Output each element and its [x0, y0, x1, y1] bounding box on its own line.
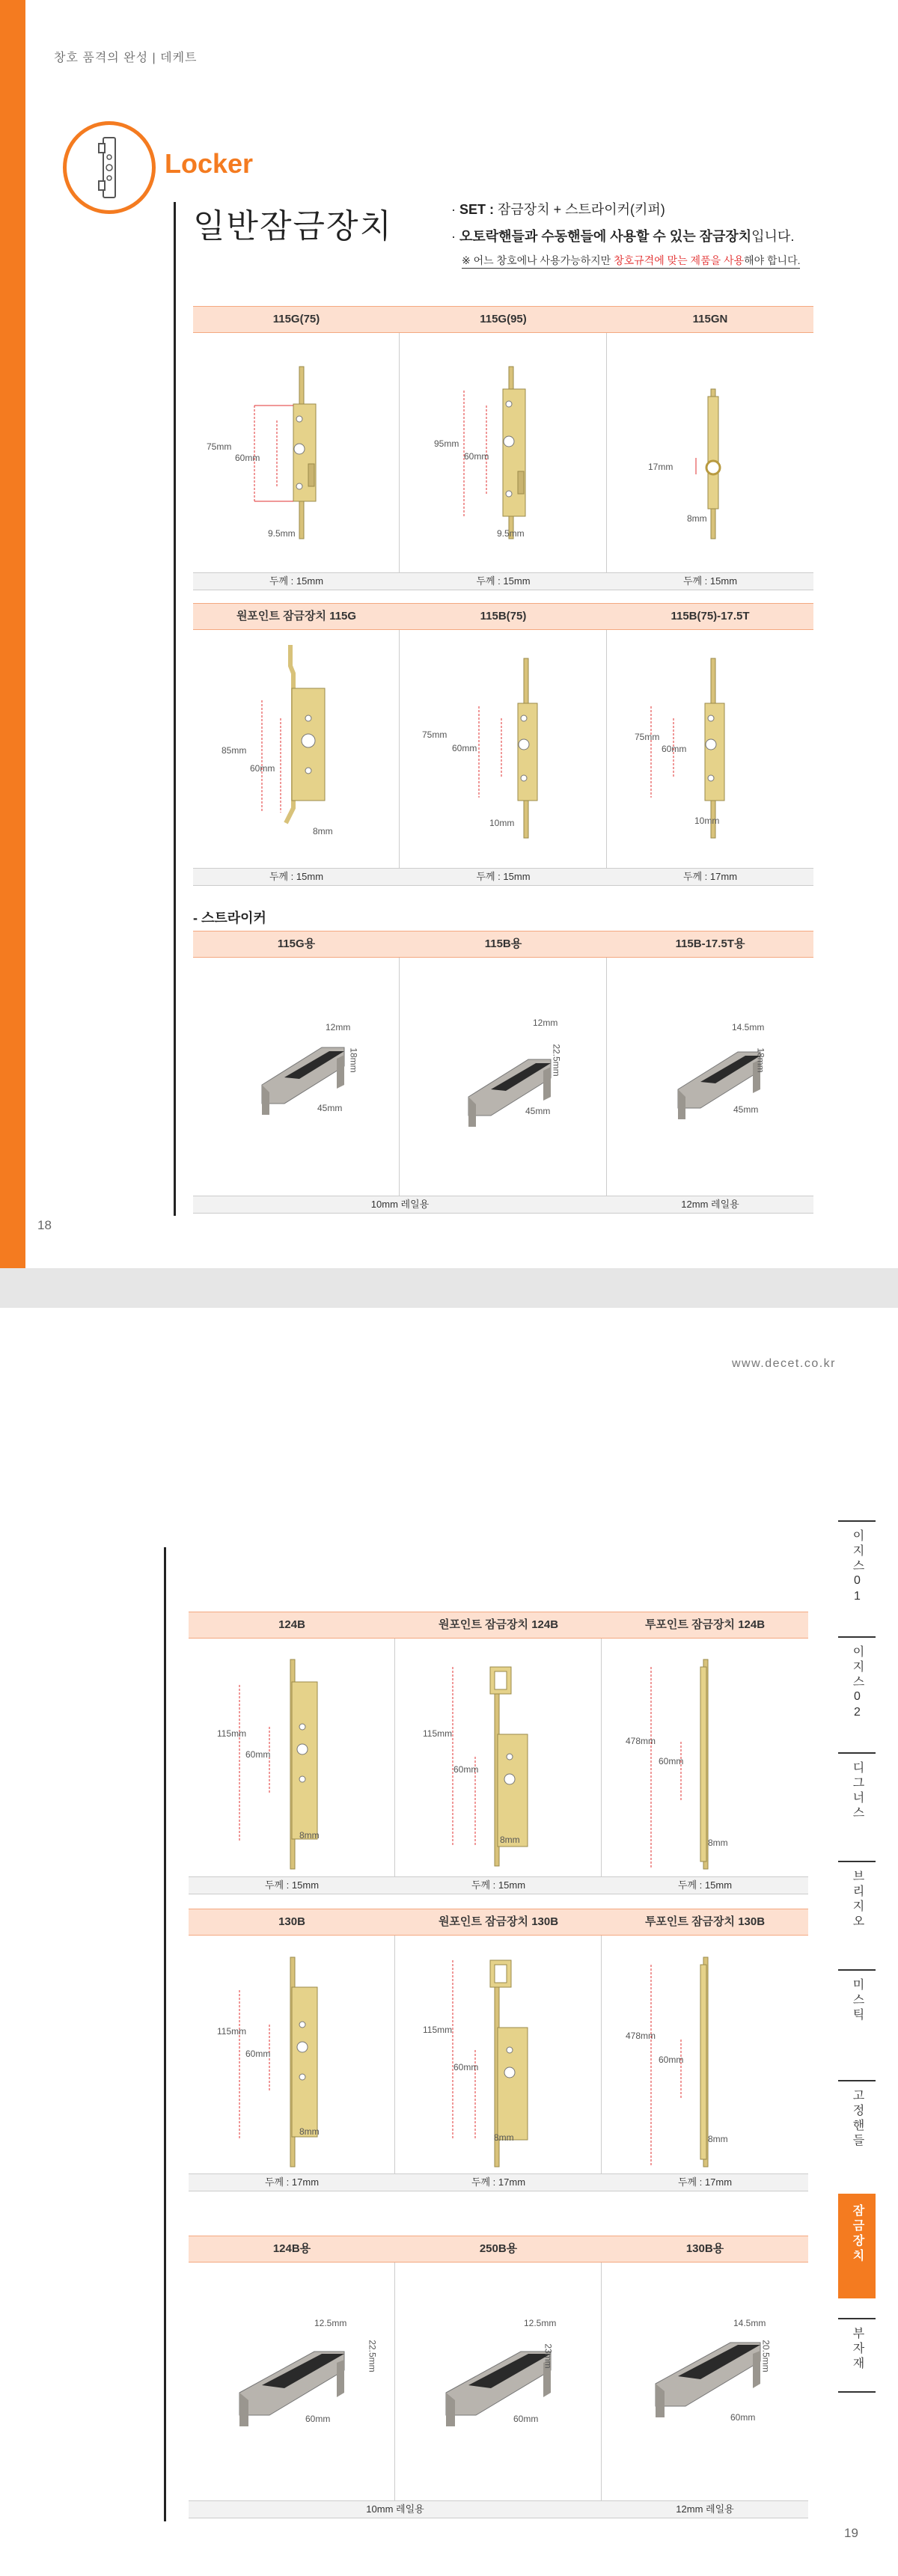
- striker-header: 130B용: [602, 2236, 808, 2263]
- orange-side-bar: [0, 0, 25, 1268]
- product-header: 115B(75): [400, 603, 607, 630]
- lock-130b-drawing: [224, 1950, 374, 2174]
- dim-inner: 60mm: [250, 763, 275, 774]
- lock-115g95-drawing: [434, 359, 584, 584]
- vertical-rule: [174, 202, 176, 1216]
- dim-width: 14.5mm: [733, 2318, 766, 2328]
- dim-length: 60mm: [730, 2412, 756, 2423]
- dim-bottom: 8mm: [500, 1835, 520, 1845]
- product-thickness: 두께 : 17mm: [607, 868, 813, 886]
- side-nav-item-brizio[interactable]: 브리지오: [838, 1861, 876, 1951]
- striker-header: 115G용: [193, 931, 400, 958]
- dim-height: 115mm: [217, 2026, 247, 2037]
- product-thickness: 두께 : 17mm: [395, 2173, 602, 2191]
- dim-height: 75mm: [422, 729, 448, 740]
- dim-height: 478mm: [626, 2031, 656, 2041]
- product-thickness: 두께 : 15mm: [395, 1876, 602, 1894]
- dim-height: 22.5mm: [367, 2340, 378, 2372]
- product-header: 115GN: [607, 306, 813, 333]
- product-header: 115G(75): [193, 306, 400, 333]
- dim-inner: 60mm: [245, 2049, 271, 2059]
- product-thickness: 두께 : 15mm: [400, 572, 607, 590]
- product-thickness: 두께 : 15mm: [400, 868, 607, 886]
- dim-bottom: 10mm: [694, 816, 720, 826]
- side-nav-item-mystic[interactable]: 미스틱: [838, 1969, 876, 2044]
- dim-height: 95mm: [434, 438, 459, 449]
- product-header: 115G(95): [400, 306, 607, 333]
- striker-130b-drawing: [641, 2324, 805, 2429]
- product-thickness: 두께 : 17mm: [189, 2173, 395, 2191]
- dim-bottom: 9.5mm: [268, 528, 296, 539]
- dim-bottom: 8mm: [299, 2126, 320, 2137]
- product-header: 투포인트 잠금장치 130B: [602, 1909, 808, 1936]
- dim-inner: 60mm: [662, 744, 687, 754]
- lock-onepoint-115g-drawing: [224, 643, 374, 868]
- brand-tagline: 창호 품격의 완성 | 데케트: [54, 52, 198, 64]
- product-header: 115B(75)-17.5T: [607, 603, 813, 630]
- dim-width: 12mm: [326, 1022, 351, 1032]
- dim-bottom: 8mm: [299, 1830, 320, 1841]
- product-thickness: 두께 : 17mm: [602, 2173, 808, 2191]
- dim-height: 75mm: [207, 441, 232, 452]
- striker-header: 115B-17.5T용: [607, 931, 813, 958]
- dim-height: 17mm: [648, 462, 674, 472]
- dim-height: 75mm: [635, 732, 660, 742]
- dim-height: 85mm: [222, 745, 247, 756]
- lock-115b75-175t-drawing: [644, 643, 793, 868]
- lock-115g75-drawing: [224, 359, 374, 584]
- product-header: 130B: [189, 1909, 395, 1936]
- dim-length: 60mm: [513, 2414, 539, 2424]
- dim-height: 23mm: [543, 2343, 554, 2369]
- dim-height: 478mm: [626, 1736, 656, 1746]
- dim-height: 22.5mm: [551, 1044, 562, 1077]
- dim-width: 12mm: [533, 1018, 558, 1028]
- striker-header: 115B용: [400, 931, 607, 958]
- page-number: 19: [844, 2526, 858, 2540]
- product-thickness: 두께 : 15mm: [602, 1876, 808, 1894]
- section-title: 일반잠금장치: [193, 208, 394, 245]
- lock-onepoint-124b-drawing: [430, 1659, 580, 1884]
- page-number: 18: [37, 1218, 52, 1232]
- dim-length: 45mm: [525, 1106, 551, 1116]
- dim-height: 115mm: [423, 1728, 453, 1739]
- rail-footer: 12mm 레일용: [602, 2500, 808, 2518]
- dim-bottom: 8mm: [708, 1838, 728, 1848]
- lock-115b75-drawing: [434, 643, 584, 868]
- usage-note: · 오토락핸들과 수동핸들에 사용할 수 있는 잠금장치입니다.: [451, 229, 795, 244]
- product-header: 124B: [189, 1612, 395, 1639]
- vertical-rule: [164, 1547, 166, 2521]
- dim-height: 115mm: [423, 2025, 453, 2035]
- product-header: 원포인트 잠금장치 115G: [193, 603, 400, 630]
- dim-inner: 60mm: [659, 1756, 684, 1766]
- dim-inner: 60mm: [453, 1764, 479, 1775]
- dim-length: 45mm: [733, 1104, 759, 1115]
- lock-onepoint-130b-drawing: [430, 1953, 580, 2177]
- striker-115b175t-drawing: [663, 1030, 813, 1134]
- dim-bottom: 10mm: [489, 818, 515, 828]
- website-url: www.decet.co.kr: [732, 1357, 836, 1370]
- product-thickness: 두께 : 15mm: [193, 572, 400, 590]
- side-nav-item-aegis01[interactable]: 이지스01: [838, 1520, 876, 1618]
- rail-footer: 10mm 레일용: [189, 2500, 602, 2518]
- dim-inner: 60mm: [245, 1749, 271, 1760]
- rail-footer: 10mm 레일용: [193, 1196, 607, 1214]
- locker-icon: [63, 121, 156, 214]
- dim-height: 115mm: [217, 1728, 247, 1739]
- dim-height: 20.5mm: [760, 2340, 772, 2372]
- set-note: · SET : 잠금장치 + 스트라이커(키퍼): [451, 202, 665, 217]
- product-thickness: 두께 : 15mm: [193, 868, 400, 886]
- striker-header: 250B용: [395, 2236, 602, 2263]
- striker-115b-drawing: [453, 1037, 603, 1142]
- dim-inner: 60mm: [659, 2055, 684, 2065]
- dim-height: 18mm: [348, 1047, 359, 1073]
- rail-footer: 12mm 레일용: [607, 1196, 813, 1214]
- side-nav-item-accessories[interactable]: 부자재: [838, 2318, 876, 2393]
- caution-note: ※ 어느 창호에나 사용가능하지만 창호규격에 맞는 제품을 사용해야 합니다.: [462, 253, 800, 269]
- catalog-page-18: [0, 0, 898, 1268]
- dim-inner: 60mm: [235, 453, 260, 463]
- dim-bottom: 9.5mm: [497, 528, 525, 539]
- dim-inner: 60mm: [453, 2062, 479, 2072]
- catalog-page-19: [0, 1308, 898, 2576]
- dim-bottom: 8mm: [687, 513, 707, 524]
- dim-inner: 60mm: [452, 743, 477, 753]
- locker-title: Locker: [165, 148, 254, 179]
- side-nav-item-dignus[interactable]: 디그너스: [838, 1752, 876, 1842]
- striker-115g-drawing: [247, 1025, 397, 1130]
- dim-width: 14.5mm: [732, 1022, 765, 1032]
- dim-bottom: 8mm: [313, 826, 333, 836]
- side-nav-item-fixed-handle[interactable]: 고정핸들: [838, 2080, 876, 2170]
- product-thickness: 두께 : 15mm: [607, 572, 813, 590]
- dim-width: 12.5mm: [314, 2318, 347, 2328]
- dim-length: 45mm: [317, 1103, 343, 1113]
- lock-115gn-drawing: [681, 374, 771, 569]
- product-thickness: 두께 : 15mm: [189, 1876, 395, 1894]
- dim-height: 18mm: [755, 1047, 766, 1073]
- product-header: 원포인트 잠금장치 130B: [395, 1909, 602, 1936]
- striker-heading: - 스트라이커: [193, 911, 266, 926]
- dim-bottom: 8mm: [708, 2134, 728, 2144]
- lock-124b-drawing: [224, 1652, 374, 1876]
- dim-bottom: 8mm: [494, 2132, 514, 2143]
- dim-length: 60mm: [305, 2414, 331, 2424]
- product-header: 투포인트 잠금장치 124B: [602, 1612, 808, 1639]
- product-header: 원포인트 잠금장치 124B: [395, 1612, 602, 1639]
- side-nav-item-locking-device[interactable]: 잠금장치: [838, 2194, 876, 2298]
- striker-header: 124B용: [189, 2236, 395, 2263]
- side-nav-item-aegis02[interactable]: 이지스02: [838, 1636, 876, 1734]
- dim-inner: 60mm: [464, 451, 489, 462]
- dim-width: 12.5mm: [524, 2318, 557, 2328]
